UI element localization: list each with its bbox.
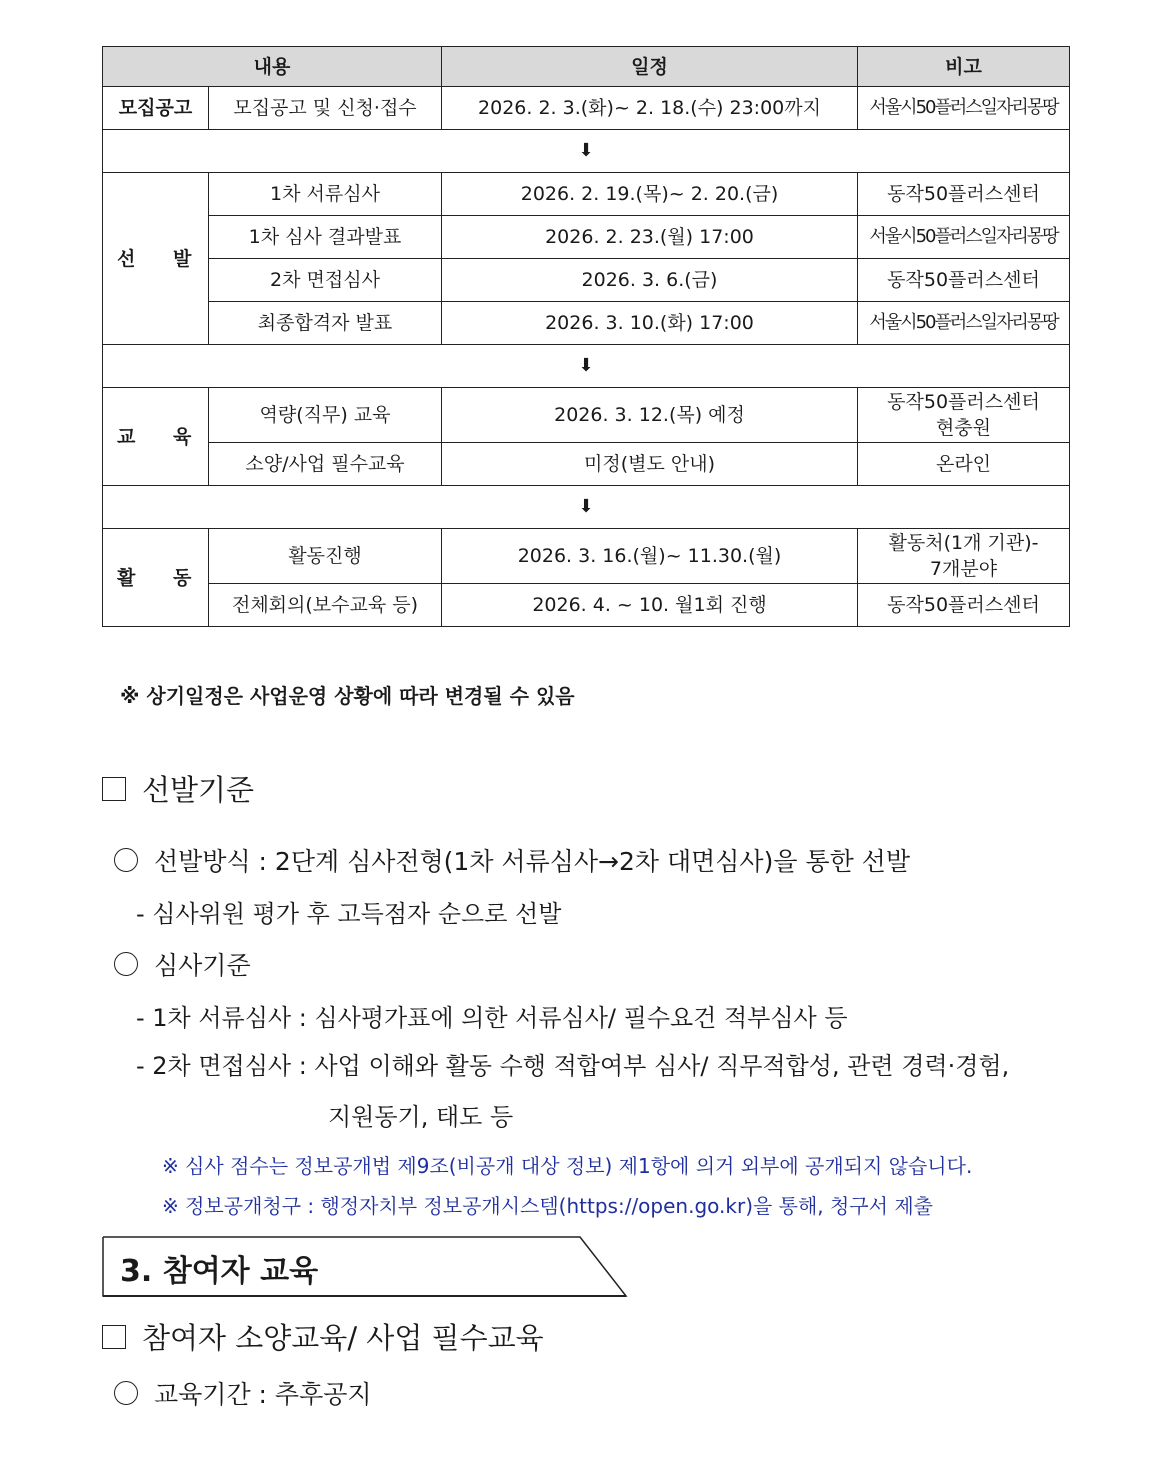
- chapter-title: 3. 참여자 교육: [120, 1254, 319, 1289]
- row-item: 소양/사업 필수교육: [209, 443, 442, 486]
- row-note: 서울시50플러스일자리몽땅: [858, 216, 1070, 259]
- education-heading: [102, 1316, 544, 1357]
- circle-bullet-icon: [114, 952, 138, 976]
- table-row: [103, 302, 1070, 345]
- table-row: [103, 173, 1070, 216]
- phase-selection-b: 발: [173, 247, 192, 270]
- row-note: 서울시50플러스일자리몽땅: [858, 87, 1070, 130]
- phase-selection: [103, 173, 209, 345]
- square-bullet-icon: [102, 777, 126, 801]
- row-note: [858, 388, 1070, 443]
- criteria-heading-text: 선발기준: [142, 773, 255, 807]
- row-note-line1: 활동처(1개 기관)-: [888, 532, 1039, 554]
- row-item: 1차 서류심사: [209, 173, 442, 216]
- row-note: 동작50플러스센터: [858, 584, 1070, 627]
- arrow-row: [103, 345, 1070, 388]
- row-item: 모집공고 및 신청·접수: [209, 87, 442, 130]
- table-header-row: [103, 47, 1070, 87]
- method-item: [114, 842, 910, 878]
- disclosure-note: ※ 정보공개청구 : 행정자치부 정보공개시스템(https://open.go.kr)을 통해, 청구서 제출: [162, 1194, 933, 1218]
- down-arrow-icon: ⬇: [103, 486, 1070, 529]
- row-schedule: 2026. 2. 3.(화)~ 2. 18.(수) 23:00까지: [442, 87, 858, 130]
- standard-1: - 1차 서류심사 : 심사평가표에 의한 서류심사/ 필수요건 적부심사 등: [136, 1004, 848, 1032]
- row-item: 전체회의(보수교육 등): [209, 584, 442, 627]
- row-schedule: 2026. 3. 12.(목) 예정: [442, 388, 858, 443]
- row-note-line1: 동작50플러스센터: [887, 391, 1040, 413]
- phase-education: [103, 388, 209, 486]
- phase-education-a: 교: [117, 425, 136, 448]
- table-row: [103, 529, 1070, 584]
- phase-activity-b: 동: [173, 566, 192, 589]
- privacy-note: ※ 심사 점수는 정보공개법 제9조(비공개 대상 정보) 제1항에 의거 외부에 공개되지 않습니다.: [162, 1154, 973, 1178]
- row-item: 최종합격자 발표: [209, 302, 442, 345]
- table-row: [103, 584, 1070, 627]
- row-item: 2차 면접심사: [209, 259, 442, 302]
- method-sub: - 심사위원 평가 후 고득점자 순으로 선발: [136, 900, 562, 928]
- row-schedule: 미정(별도 안내): [442, 443, 858, 486]
- row-note-line2: 현충원: [935, 417, 992, 439]
- table-row: [103, 259, 1070, 302]
- row-note: [858, 529, 1070, 584]
- table-row: [103, 388, 1070, 443]
- row-note-line2: 7개분야: [929, 558, 998, 580]
- header-content: 내용: [103, 47, 442, 87]
- education-period-text: 교육기간 : 추후공지: [154, 1380, 372, 1409]
- education-heading-text: 참여자 소양교육/ 사업 필수교육: [142, 1321, 544, 1355]
- phase-selection-a: 선: [117, 247, 136, 270]
- row-schedule: 2026. 4. ~ 10. 월1회 진행: [442, 584, 858, 627]
- table-row: [103, 443, 1070, 486]
- schedule-table: [102, 46, 1070, 627]
- row-item: 활동진행: [209, 529, 442, 584]
- education-period: [114, 1375, 372, 1411]
- circle-bullet-icon: [114, 848, 138, 872]
- phase-activity-a: 활: [117, 566, 136, 589]
- row-schedule: 2026. 2. 19.(목)~ 2. 20.(금): [442, 173, 858, 216]
- standard-2-cont: 지원동기, 태도 등: [328, 1103, 514, 1131]
- schedule-note: ※ 상기일정은 사업운영 상황에 따라 변경될 수 있음: [120, 684, 575, 708]
- row-schedule: 2026. 3. 10.(화) 17:00: [442, 302, 858, 345]
- phase-education-b: 육: [173, 425, 192, 448]
- standard-2: - 2차 면접심사 : 사업 이해와 활동 수행 적합여부 심사/ 직무적합성, 관련 경력·경험,: [136, 1052, 1010, 1080]
- phase-recruit: 모집공고: [103, 87, 209, 130]
- header-note: 비고: [858, 47, 1070, 87]
- row-schedule: 2026. 2. 23.(월) 17:00: [442, 216, 858, 259]
- down-arrow-icon: ⬇: [103, 345, 1070, 388]
- table-row: [103, 87, 1070, 130]
- phase-activity: [103, 529, 209, 627]
- row-note: 온라인: [858, 443, 1070, 486]
- row-note: 동작50플러스센터: [858, 173, 1070, 216]
- square-bullet-icon: [102, 1325, 126, 1349]
- standard-label: 심사기준: [154, 951, 251, 980]
- row-schedule: 2026. 3. 16.(월)~ 11.30.(월): [442, 529, 858, 584]
- down-arrow-icon: ⬇: [103, 130, 1070, 173]
- row-schedule: 2026. 3. 6.(금): [442, 259, 858, 302]
- arrow-row: [103, 130, 1070, 173]
- method-label: 선발방식 : 2단계 심사전형(1차 서류심사→2차 대면심사)을 통한 선발: [154, 847, 910, 876]
- criteria-heading: [102, 768, 254, 809]
- circle-bullet-icon: [114, 1381, 138, 1405]
- standard-item: [114, 946, 251, 982]
- row-item: 역량(직무) 교육: [209, 388, 442, 443]
- arrow-row: [103, 486, 1070, 529]
- row-note: 서울시50플러스일자리몽땅: [858, 302, 1070, 345]
- chapter-heading: [102, 1236, 626, 1296]
- row-item: 1차 심사 결과발표: [209, 216, 442, 259]
- table-row: [103, 216, 1070, 259]
- row-note: 동작50플러스센터: [858, 259, 1070, 302]
- header-schedule: 일정: [442, 47, 858, 87]
